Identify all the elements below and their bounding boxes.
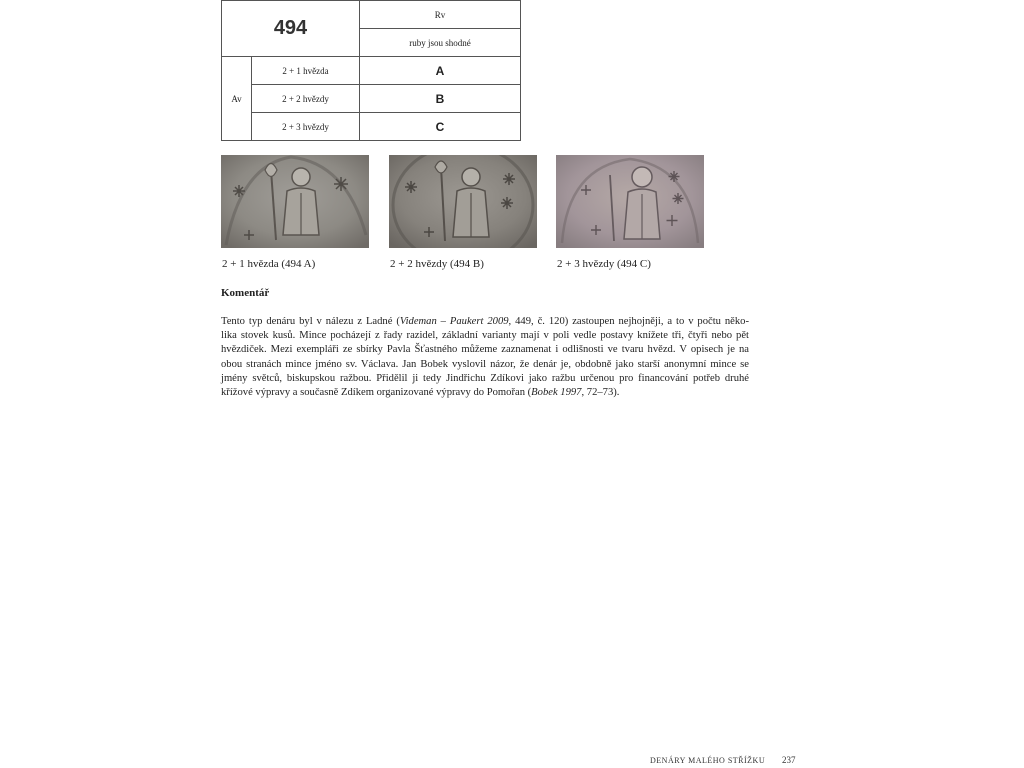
citation-videman-paukert: Videman – Paukert 2009 [399,316,509,327]
stars-cell: 2 + 1 hvězda [252,57,360,85]
page-number: 237 [782,755,796,765]
comment-heading: Komentář [221,287,270,299]
paragraph-line: obou stranách mince jméno sv. Václava. Jan Bobek vyslovil názor, že denár je, obdobně jako starší anonymní mince se [221,358,749,370]
type-number: 494 [222,1,360,57]
variant-table [221,0,521,141]
paragraph-line: lika stovek kusů. Mince pocházejí z řady razidel, základní varianty mají v poli vedle postavy knížete tři, čtyři nebo pět [221,330,749,342]
coin-photo-494b [389,155,537,248]
paragraph-line: Tento typ denáru byl v nálezu z Ladné (Videman – Paukert 2009, 449, č. 120) zastoupen nejhojněji, a to v počtu něko- [221,316,749,327]
comment-paragraph [221,315,749,400]
paragraph-line: hvězdiček. Mezi exempláři ze sbírky Pavla Šťastného můžeme zaznamenat i odlišnosti ve tvaru hvězd. V opisech je na [221,344,749,356]
coin-photo-494c [556,155,704,248]
rv-label: Rv [360,1,521,29]
coin-caption-494a: 2 + 1 hvězda (494 A) [222,258,316,270]
coin-photo-494a [221,155,369,248]
stars-cell: 2 + 3 hvězdy [252,113,360,141]
variant-letter: C [360,113,521,141]
variant-letter: A [360,57,521,85]
stars-cell: 2 + 2 hvězdy [252,85,360,113]
paragraph-line: jmény světců, biskupskou ražbou. Přidělil ji tedy Jindřichu Zdíkovi jako ražbu určenou pro financování potřeb druhé [221,372,749,384]
av-label: Av [222,57,252,141]
variant-letter: B [360,85,521,113]
coin-caption-494c: 2 + 3 hvězdy (494 C) [557,258,651,270]
paragraph-line: křížové výpravy a současně Zdíkem organizované výpravy do Pomořan (Bobek 1997, 72–73). [221,387,620,399]
citation-bobek: Bobek 1997 [531,387,582,399]
coin-caption-494b: 2 + 2 hvězdy (494 B) [390,258,484,270]
running-footer-title: DENÁRY MALÉHO STŘÍŽKU [650,756,766,765]
rv-note: ruby jsou shodné [360,29,521,57]
